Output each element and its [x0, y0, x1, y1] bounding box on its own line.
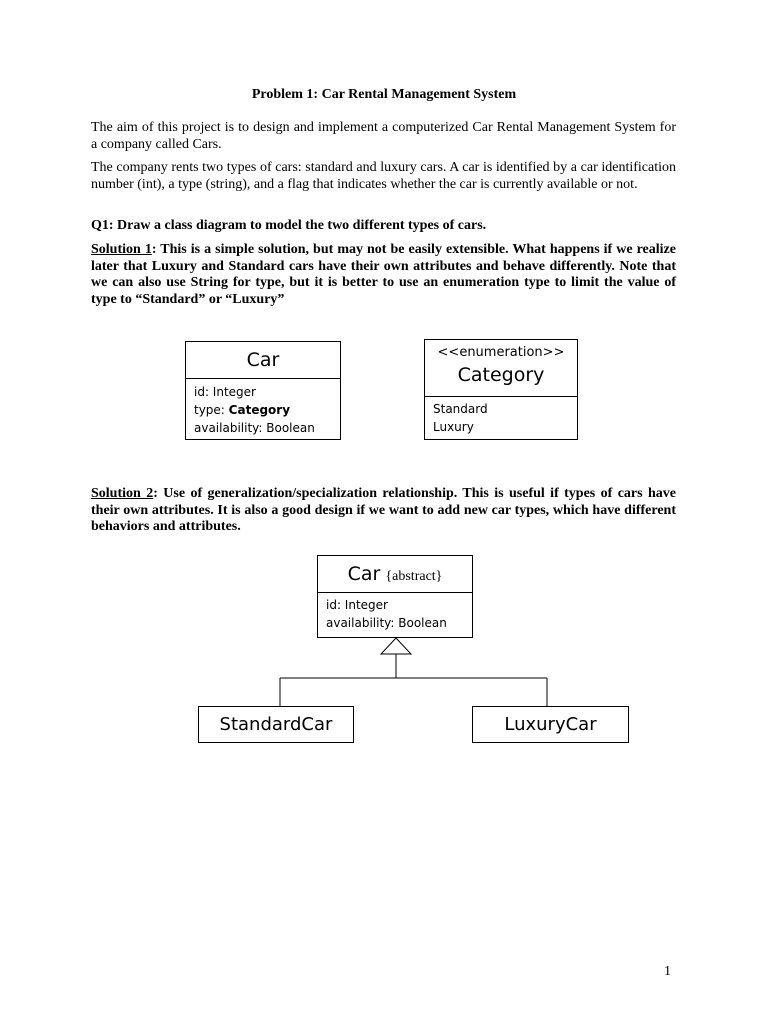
- solution-2-label: Solution 2: [91, 486, 154, 501]
- enum-value-standard: Standard: [433, 402, 488, 416]
- page-title: Problem 1: Car Rental Management System: [251, 87, 517, 102]
- car-attr-type-value: Category: [228, 403, 291, 417]
- standard-car-class-box: StandardCar: [198, 706, 354, 743]
- abstract-car-attr-id: id: Integer: [326, 598, 388, 612]
- abstract-car-name: Car: [347, 563, 381, 585]
- solution-1-text: : This is a simple solution, but may not be easily extensible. What happens if we realize later that Luxury and Standard cars have their own attributes and behave differently. Note that we can also use String for type, but it is better to use an enumeration type to limit the value of type to “Standard” or “Luxury”: [91, 242, 676, 307]
- car-attr-id: id: Integer: [194, 385, 256, 399]
- enum-stereotype: <<enumeration>>: [437, 345, 565, 360]
- solution-2-text: : Use of generalization/specialization relationship. This is useful if types of cars have their own attributes. It is also a good design if we want to add new car types, which have different behaviors and attributes.: [91, 486, 676, 534]
- luxury-car-class-box: LuxuryCar: [472, 706, 629, 743]
- intro-paragraph-1: The aim of this project is to design and implement a computerized Car Rental Management System for a company called Cars.: [91, 120, 676, 152]
- car-class-name: Car: [186, 342, 340, 379]
- solution-1-label: Solution 1: [91, 242, 152, 257]
- question-q1: Q1: Draw a class diagram to model the two different types of cars.: [91, 218, 487, 233]
- page-number: 1: [664, 964, 671, 979]
- inheritance-triangle-icon: [381, 638, 411, 654]
- car-attr-type-label: type:: [194, 403, 229, 417]
- category-enum-name: Category: [457, 364, 545, 386]
- abstract-car-attr-availability: availability: Boolean: [326, 616, 447, 630]
- intro-paragraph-2: The company rents two types of cars: standard and luxury cars. A car is identified by a car identification number (int), a type (string), and a flag that indicates whether the car is currently available or not.: [91, 160, 676, 192]
- abstract-modifier: {abstract}: [385, 569, 443, 584]
- enum-value-luxury: Luxury: [433, 420, 474, 434]
- car-attr-availability: availability: Boolean: [194, 421, 315, 435]
